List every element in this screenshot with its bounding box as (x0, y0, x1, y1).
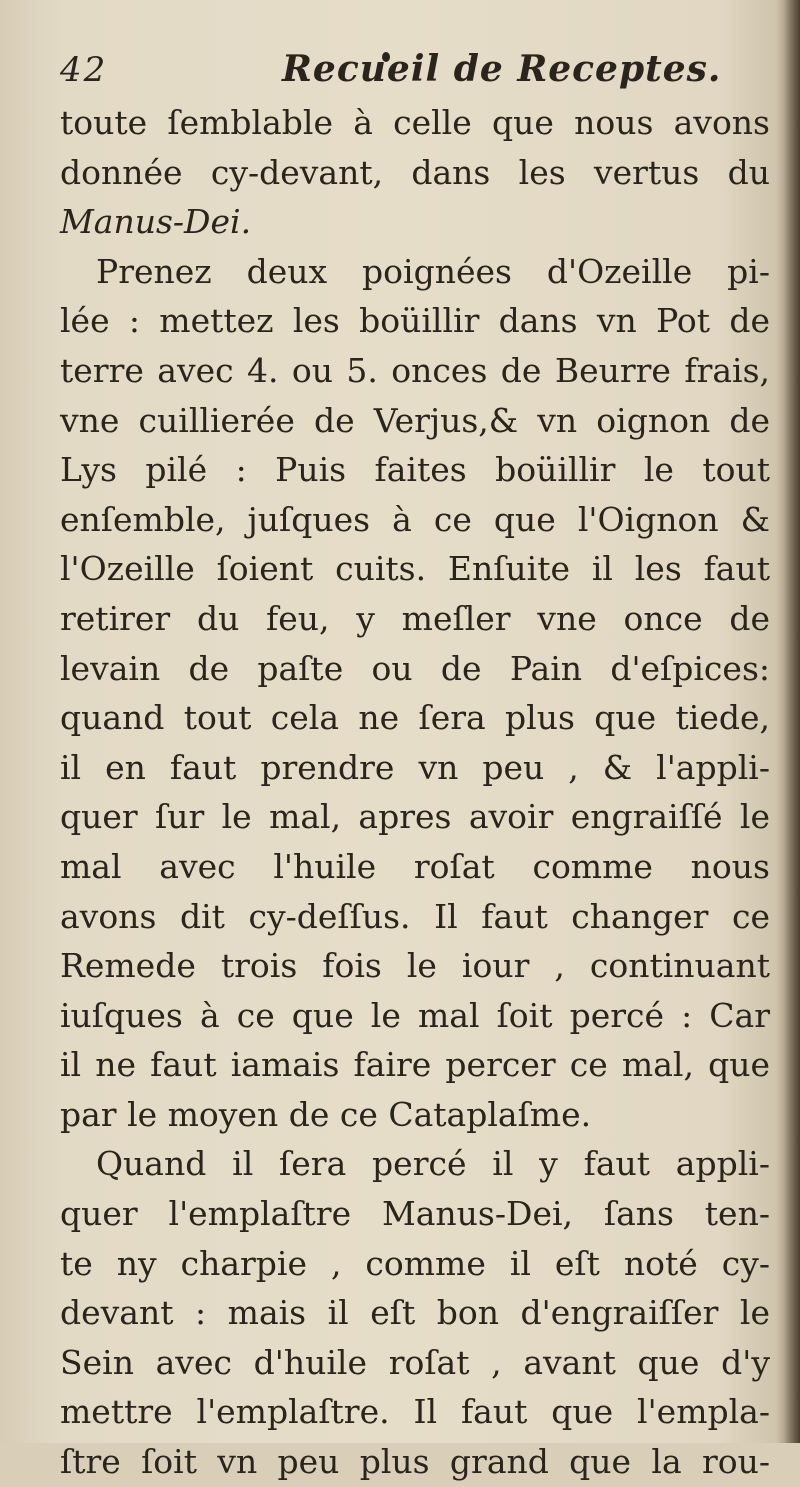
text-line: Prenez deux poignées d'Ozeille pi- (96, 251, 770, 291)
body-text (60, 98, 770, 1487)
page-number: 42 (60, 50, 108, 90)
text-line: toute ſemblable à celle que nous avons (60, 103, 770, 142)
text-line: Lys pilé : Puis faites boüillir le tout (60, 450, 770, 490)
page-edge-shadow (784, 0, 800, 1443)
text-line: te ny charpie , comme il eſt noté cy- (60, 1243, 770, 1283)
text-line: donnée cy-devant, dans les vertus du (60, 152, 770, 192)
text-line: lée : mettez les boüillir dans vn Pot de (60, 301, 770, 341)
page-header (60, 42, 760, 92)
text-line: iuſques à ce que le mal ſoit percé : Car (60, 995, 770, 1035)
text-line: il ne faut iamais faire percer ce mal, que (60, 1045, 770, 1085)
text-line: devant : mais il eſt bon d'engraiſſer le (60, 1293, 770, 1333)
text-line: par le moyen de ce Cataplaſme. (60, 1094, 592, 1134)
text-line: retirer du feu, y meſler vne once de (60, 598, 770, 638)
text-line: avons dit cy-deſſus. Il faut changer ce (60, 896, 770, 936)
text-line: mettre l'emplaſtre. Il faut que l'empla- (60, 1392, 770, 1432)
text-line: Remede trois fois le iour , continuant (60, 946, 770, 986)
text-line: quand tout cela ne ſera plus que tiede, (60, 698, 770, 738)
text-line: il en faut prendre vn peu , & l'appli- (60, 747, 770, 787)
text-line: quer ſur le mal, apres avoir engraiſſé le (60, 797, 770, 837)
text-line: terre avec 4. ou 5. onces de Beurre frais, (60, 350, 770, 390)
text-line: Sein avec d'huile roſat , avant que d'y (60, 1342, 770, 1382)
text-line: Quand il ſera percé il y faut appli- (96, 1144, 770, 1184)
text-line: mal avec l'huile roſat comme nous (60, 846, 770, 886)
text-line: vne cuillierée de Verjus,& vn oignon de (60, 400, 770, 440)
text-line: ſtre ſoit vn peu plus grand que la rou- (60, 1442, 770, 1482)
text-line: enſemble, juſques à ce que l'Oignon & (60, 499, 770, 539)
text-line: l'Ozeille ſoient cuits. Enſuite il les faut (60, 549, 770, 589)
text-line: Manus-Dei. (60, 202, 252, 242)
running-title: Recueil de Receptes. (282, 48, 722, 90)
text-line: quer l'emplaſtre Manus-Dei, ſans ten- (60, 1194, 770, 1234)
text-line: levain de paſte ou de Pain d'eſpices: (60, 648, 770, 688)
